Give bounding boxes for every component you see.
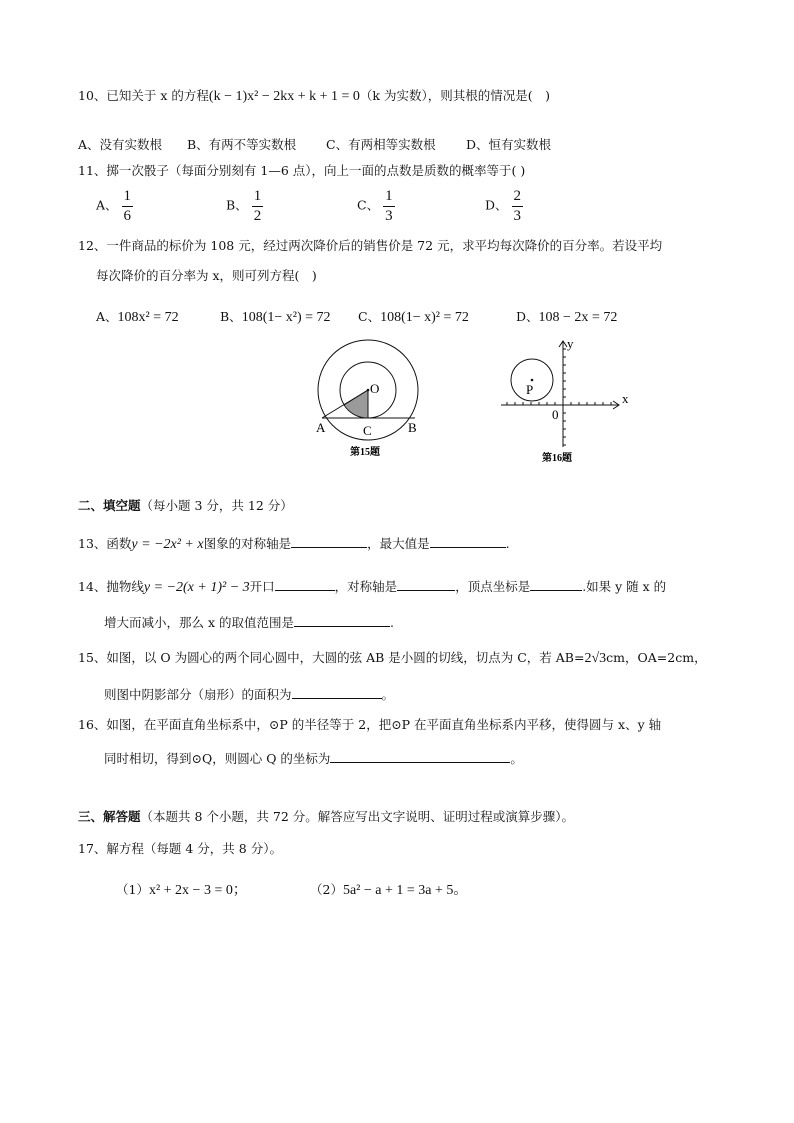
fraction: [122, 188, 134, 224]
label-x: x: [622, 391, 629, 406]
numerator: 1: [122, 188, 134, 207]
q16-line2-text: 同时相切，得到⊙Q，则圆心 Q 的坐标为: [104, 751, 331, 766]
q12-option-a-eq: 108x² = 72: [117, 310, 179, 325]
q14-equation: y = −2(x + 1)² − 3: [143, 580, 250, 595]
label-p: P: [526, 382, 534, 397]
center-p: [531, 379, 534, 382]
label-origin: 0: [552, 407, 559, 422]
q10-equation: (k − 1)x² − 2kx + k + 1 = 0: [208, 89, 360, 104]
denominator: 3: [513, 207, 522, 224]
q13-end: .: [505, 536, 510, 551]
figure-15: [300, 335, 440, 460]
q10-suffix: （k 为实数），则其根的情况是( ): [359, 88, 550, 103]
q15-ab-value: 2√3: [584, 651, 607, 666]
q11-option-a-label: A、: [96, 197, 118, 213]
question-14-line1: [78, 578, 666, 595]
answer-blank[interactable]: [294, 614, 390, 627]
answer-blank[interactable]: [275, 578, 335, 591]
q10-option-a: A、没有实数根: [78, 137, 163, 152]
section-2-title: 二、填空题: [78, 498, 141, 513]
question-14-line2: [104, 614, 394, 630]
q11-option-d-label: D、: [485, 197, 508, 213]
fraction: [252, 188, 264, 224]
label-a: A: [316, 420, 326, 435]
q14-line2-end: .: [390, 615, 394, 630]
label-b: B: [408, 420, 417, 435]
q10-option-d: D、恒有实数根: [466, 137, 552, 152]
answer-blank[interactable]: [291, 535, 367, 548]
question-15-line1: [78, 652, 707, 666]
q12-option-d-label: D、: [516, 309, 539, 324]
question-16-line1: 16、如图，在平面直角坐标系中，⊙P 的半径等于 2，把⊙P 在平面直角坐标系内平移，使得圆与 x、y 轴: [78, 717, 662, 732]
q14-line2-text: 增大而减小，那么 x 的取值范围是: [104, 615, 294, 630]
q10-option-b: B、有两不等实数根: [187, 137, 297, 152]
question-13: [78, 535, 510, 552]
q12-option-b-eq: 108(1− x²) = 72: [241, 310, 331, 325]
figure-15-caption: 第15题: [350, 447, 380, 458]
q14-text-vertex: ，顶点坐标是: [455, 579, 531, 594]
answer-blank[interactable]: [292, 686, 382, 699]
q13-prefix: 13、函数: [78, 536, 132, 551]
q12-option-a-label: A、: [96, 309, 118, 324]
q14-text-axis: ，对称轴是: [334, 579, 398, 594]
fraction: [512, 188, 524, 224]
answer-blank[interactable]: [397, 578, 455, 591]
q15-line2-text: 则图中阴影部分（扇形）的面积为: [104, 687, 292, 702]
answer-blank[interactable]: [430, 535, 506, 548]
question-12-line2: 每次降价的百分率为 x，则可列方程( ): [96, 268, 317, 283]
label-c: C: [363, 423, 372, 438]
section-2-note: （每小题 3 分，共 12 分）: [140, 498, 293, 513]
q12-option-b: [220, 307, 331, 326]
q12-option-a: [96, 307, 179, 326]
q12-option-c-eq: 108(1− x)² = 72: [380, 310, 469, 325]
section-3-note: （本题共 8 个小题，共 72 分。解答应写出文字说明、证明过程或演算步骤）。: [140, 809, 575, 824]
q15-text: 15、如图，以 O 为圆心的两个同心圆中，大圆的弦 AB 是小圆的切线，切点为 C，若 AB=: [78, 650, 585, 665]
numerator: 2: [512, 188, 524, 207]
q11-option-c-label: C、: [357, 197, 380, 213]
q12-option-b-label: B、: [220, 309, 242, 324]
figure-16: [495, 335, 635, 467]
q15-text-end: cm，OA=2cm，: [606, 650, 707, 665]
q12-option-d-eq: 108 − 2x = 72: [538, 310, 618, 325]
section-3-heading: [78, 811, 574, 824]
q12-option-c-label: C、: [358, 309, 381, 324]
q12-option-c: [358, 307, 469, 326]
answer-blank[interactable]: [330, 750, 510, 763]
q15-line2-end: 。: [381, 687, 395, 702]
q17-part-1-eq: x² + 2x − 3 = 0；: [148, 883, 247, 898]
q10-prefix: 10、已知关于 x 的方程: [78, 88, 209, 103]
section-2-heading: [78, 500, 293, 513]
q13-equation: y = −2x² + x: [131, 537, 204, 552]
fraction: [383, 188, 395, 224]
q16-line2-end: 。: [510, 751, 523, 766]
question-16-line2: [104, 750, 523, 766]
denominator: 6: [123, 207, 132, 224]
q17-part-1-label: （1）: [116, 882, 149, 897]
q10-option-c: C、有两相等实数根: [326, 137, 436, 152]
q11-option-c: [357, 188, 395, 224]
q17-part-2-eq: 5a² − a + 1 = 3a + 5。: [342, 883, 468, 898]
question-17: 17、解方程（每题 4 分，共 8 分）。: [78, 841, 282, 856]
denominator: 2: [253, 207, 262, 224]
q11-option-b-label: B、: [226, 197, 248, 213]
figure-16-caption: 第16题: [542, 453, 572, 464]
q13-text-axis: 图象的对称轴是: [203, 536, 292, 551]
question-10: [78, 90, 550, 104]
answer-blank[interactable]: [530, 578, 582, 591]
q17-part-2: [310, 879, 467, 899]
q11-option-b: [226, 188, 263, 224]
numerator: 1: [252, 188, 264, 207]
question-12-line1: 12、一件商品的标价为 108 元，经过两次降价后的销售价是 72 元，求平均每次降价的百分率。若设平均: [78, 238, 663, 253]
q12-option-d: [516, 307, 617, 326]
q14-text-open: 开口: [249, 579, 275, 594]
shaded-sector: [344, 390, 368, 418]
numerator: 1: [383, 188, 395, 207]
question-11: 11、掷一次骰子（每面分别刻有 1—6 点），向上一面的点数是质数的概率等于( ): [78, 163, 526, 178]
section-3-title: 三、解答题: [78, 809, 141, 824]
question-15-line2: [104, 686, 394, 702]
q17-part-1: [116, 879, 247, 899]
q11-option-a: [96, 188, 133, 224]
q17-part-2-label: （2）: [310, 882, 343, 897]
q11-option-d: [485, 188, 523, 224]
q14-prefix: 14、抛物线: [78, 579, 144, 594]
q14-text-if: .如果 y 随 x 的: [582, 579, 667, 594]
label-y: y: [567, 336, 574, 351]
center-point: [367, 389, 370, 392]
label-o: O: [370, 381, 380, 396]
denominator: 3: [385, 207, 393, 224]
q13-text-max: ，最大值是: [367, 536, 430, 551]
